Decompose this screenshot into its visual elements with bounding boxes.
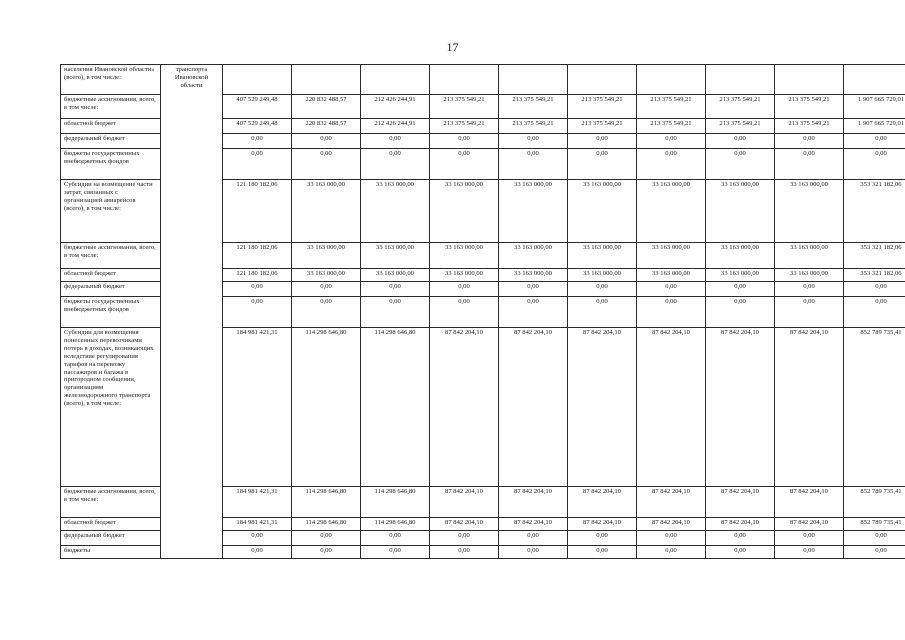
- value-cell: 0,00: [775, 531, 844, 546]
- value-cell: 87 842 204,10: [499, 328, 568, 487]
- value-cell: 33 163 000,00: [292, 269, 361, 282]
- value-cell: 213 375 549,21: [568, 119, 637, 134]
- value-cell: 353 321 182,06: [844, 269, 905, 282]
- row-label: бюджетные ассигнования, всего, в том числе:: [61, 243, 161, 269]
- value-cell: 213 375 549,21: [568, 95, 637, 119]
- row-label: населения Ивановской области» (всего), в том числе:: [61, 65, 161, 95]
- value-cell: 0,00: [637, 149, 706, 180]
- row-label: бюджетные ассигнования, всего, в том числе:: [61, 487, 161, 518]
- value-cell: 407 529 249,48: [223, 119, 292, 134]
- value-cell: 33 163 000,00: [637, 180, 706, 243]
- value-cell: 0,00: [223, 282, 292, 297]
- value-cell: 33 163 000,00: [568, 243, 637, 269]
- value-cell: 852 789 735,41: [844, 518, 905, 531]
- value-cell: 0,00: [430, 149, 499, 180]
- value-cell: 213 375 549,21: [430, 119, 499, 134]
- value-cell: 87 842 204,10: [637, 328, 706, 487]
- value-cell: 114 298 646,80: [361, 487, 430, 518]
- value-cell: 213 375 549,21: [706, 119, 775, 134]
- value-cell: 87 842 204,10: [568, 518, 637, 531]
- value-cell: 0,00: [844, 531, 905, 546]
- value-cell: 0,00: [706, 297, 775, 328]
- value-cell: 0,00: [499, 134, 568, 149]
- value-cell: 0,00: [223, 149, 292, 180]
- value-cell: 87 842 204,10: [637, 518, 706, 531]
- value-cell: 0,00: [706, 134, 775, 149]
- value-cell: 184 981 421,31: [223, 328, 292, 487]
- value-cell: 0,00: [844, 149, 905, 180]
- row-label: федеральный бюджет: [61, 134, 161, 149]
- row-label: областной бюджет: [61, 269, 161, 282]
- value-cell: 114 298 646,80: [292, 518, 361, 531]
- value-cell: 0,00: [361, 149, 430, 180]
- value-cell: 33 163 000,00: [430, 243, 499, 269]
- value-cell: 0,00: [430, 282, 499, 297]
- value-cell: 0,00: [568, 531, 637, 546]
- value-cell: 0,00: [706, 531, 775, 546]
- value-cell: 33 163 000,00: [361, 180, 430, 243]
- budget-table: [60, 64, 905, 559]
- value-cell: 0,00: [637, 134, 706, 149]
- value-cell: 0,00: [430, 546, 499, 559]
- value-cell: 33 163 000,00: [361, 269, 430, 282]
- value-cell: 33 163 000,00: [499, 243, 568, 269]
- value-cell: 0,00: [223, 546, 292, 559]
- value-cell: 220 832 488,57: [292, 119, 361, 134]
- value-cell: 220 832 488,57: [292, 95, 361, 119]
- value-cell: 121 180 182,06: [223, 269, 292, 282]
- value-cell: 87 842 204,10: [568, 328, 637, 487]
- value-cell: 0,00: [361, 134, 430, 149]
- value-cell: 33 163 000,00: [706, 269, 775, 282]
- value-cell: 33 163 000,00: [361, 243, 430, 269]
- value-cell: 0,00: [292, 531, 361, 546]
- row-label: федеральный бюджет: [61, 282, 161, 297]
- value-cell: 114 298 646,80: [292, 328, 361, 487]
- value-cell: [706, 65, 775, 95]
- value-cell: [844, 65, 905, 95]
- value-cell: 0,00: [568, 282, 637, 297]
- executor-cell: транспорта Ивановской области: [161, 65, 223, 559]
- value-cell: 33 163 000,00: [637, 243, 706, 269]
- row-label: бюджеты: [61, 546, 161, 559]
- value-cell: 87 842 204,10: [775, 328, 844, 487]
- value-cell: 0,00: [361, 282, 430, 297]
- value-cell: 852 789 735,41: [844, 487, 905, 518]
- value-cell: 114 298 646,80: [361, 328, 430, 487]
- value-cell: 33 163 000,00: [430, 180, 499, 243]
- value-cell: 0,00: [292, 297, 361, 328]
- value-cell: 1 907 665 729,01: [844, 119, 905, 134]
- value-cell: 0,00: [430, 297, 499, 328]
- value-cell: 114 298 646,80: [292, 487, 361, 518]
- value-cell: 184 981 421,31: [223, 487, 292, 518]
- row-label: бюджеты государственных внебюджетных фондов: [61, 149, 161, 180]
- value-cell: 213 375 549,21: [637, 119, 706, 134]
- value-cell: 33 163 000,00: [775, 180, 844, 243]
- value-cell: 0,00: [775, 282, 844, 297]
- value-cell: 0,00: [499, 546, 568, 559]
- value-cell: 213 375 549,21: [499, 95, 568, 119]
- value-cell: 87 842 204,10: [706, 518, 775, 531]
- value-cell: 121 180 182,06: [223, 243, 292, 269]
- value-cell: 33 163 000,00: [568, 180, 637, 243]
- value-cell: 353 321 182,06: [844, 243, 905, 269]
- value-cell: 33 163 000,00: [292, 180, 361, 243]
- value-cell: 87 842 204,10: [775, 518, 844, 531]
- value-cell: 33 163 000,00: [430, 269, 499, 282]
- row-label: бюджетные ассигнования, всего, в том числе:: [61, 95, 161, 119]
- value-cell: 0,00: [223, 297, 292, 328]
- value-cell: 0,00: [568, 546, 637, 559]
- row-label: федеральный бюджет: [61, 531, 161, 546]
- value-cell: 213 375 549,21: [706, 95, 775, 119]
- value-cell: 0,00: [568, 134, 637, 149]
- value-cell: 213 375 549,21: [499, 119, 568, 134]
- value-cell: 184 981 421,31: [223, 518, 292, 531]
- value-cell: [430, 65, 499, 95]
- value-cell: 0,00: [775, 546, 844, 559]
- value-cell: 0,00: [292, 134, 361, 149]
- value-cell: 0,00: [706, 149, 775, 180]
- value-cell: 353 321 182,06: [844, 180, 905, 243]
- value-cell: 33 163 000,00: [568, 269, 637, 282]
- value-cell: 0,00: [430, 531, 499, 546]
- value-cell: 0,00: [499, 531, 568, 546]
- value-cell: 0,00: [844, 297, 905, 328]
- value-cell: 1 907 665 729,01: [844, 95, 905, 119]
- value-cell: 407 529 249,48: [223, 95, 292, 119]
- value-cell: 0,00: [499, 149, 568, 180]
- value-cell: 0,00: [292, 546, 361, 559]
- value-cell: 0,00: [844, 546, 905, 559]
- value-cell: 114 298 646,80: [361, 518, 430, 531]
- row-label: бюджеты государственных внебюджетных фондов: [61, 297, 161, 328]
- row-label: областной бюджет: [61, 518, 161, 531]
- value-cell: 0,00: [637, 546, 706, 559]
- value-cell: 121 180 182,06: [223, 180, 292, 243]
- value-cell: 0,00: [637, 531, 706, 546]
- value-cell: 212 426 244,91: [361, 95, 430, 119]
- value-cell: 33 163 000,00: [292, 243, 361, 269]
- value-cell: 213 375 549,21: [637, 95, 706, 119]
- value-cell: 0,00: [775, 134, 844, 149]
- value-cell: 33 163 000,00: [775, 269, 844, 282]
- value-cell: 33 163 000,00: [706, 180, 775, 243]
- value-cell: 0,00: [223, 134, 292, 149]
- value-cell: [223, 65, 292, 95]
- value-cell: 0,00: [775, 297, 844, 328]
- value-cell: [775, 65, 844, 95]
- value-cell: 0,00: [637, 282, 706, 297]
- value-cell: 0,00: [499, 297, 568, 328]
- value-cell: 0,00: [706, 282, 775, 297]
- value-cell: 213 375 549,21: [775, 119, 844, 134]
- value-cell: 0,00: [292, 149, 361, 180]
- value-cell: 0,00: [706, 546, 775, 559]
- value-cell: 0,00: [361, 546, 430, 559]
- value-cell: [568, 65, 637, 95]
- value-cell: [292, 65, 361, 95]
- value-cell: 0,00: [499, 282, 568, 297]
- value-cell: 87 842 204,10: [775, 487, 844, 518]
- value-cell: 87 842 204,10: [430, 518, 499, 531]
- value-cell: 33 163 000,00: [499, 269, 568, 282]
- value-cell: 0,00: [844, 134, 905, 149]
- value-cell: [361, 65, 430, 95]
- value-cell: 33 163 000,00: [775, 243, 844, 269]
- value-cell: 213 375 549,21: [430, 95, 499, 119]
- value-cell: 87 842 204,10: [430, 328, 499, 487]
- value-cell: [637, 65, 706, 95]
- row-label: Субсидии на возмещение части затрат, связанных с организацией авиарейсов (всего), в том числе:: [61, 180, 161, 243]
- value-cell: 87 842 204,10: [430, 487, 499, 518]
- value-cell: 87 842 204,10: [499, 487, 568, 518]
- value-cell: 852 789 735,41: [844, 328, 905, 487]
- row-label: Субсидии для возмещения понесенных перевозчиками потерь в доходах, возникающих вследствие регулирования тарифов на перевозку пассажиров и багажа в пригородном сообщении, организациям железнодорожного транспорта (всего), в том числе:: [61, 328, 161, 487]
- row-label: областной бюджет: [61, 119, 161, 134]
- value-cell: 33 163 000,00: [706, 243, 775, 269]
- value-cell: 0,00: [430, 134, 499, 149]
- value-cell: 87 842 204,10: [637, 487, 706, 518]
- value-cell: 0,00: [361, 297, 430, 328]
- value-cell: 212 426 244,91: [361, 119, 430, 134]
- value-cell: 87 842 204,10: [568, 487, 637, 518]
- value-cell: 213 375 549,21: [775, 95, 844, 119]
- page-number: 17: [446, 40, 459, 54]
- value-cell: 0,00: [292, 282, 361, 297]
- value-cell: 87 842 204,10: [706, 328, 775, 487]
- value-cell: 33 163 000,00: [499, 180, 568, 243]
- table-row: [61, 65, 905, 95]
- value-cell: 0,00: [637, 297, 706, 328]
- value-cell: 0,00: [568, 297, 637, 328]
- value-cell: 87 842 204,10: [706, 487, 775, 518]
- value-cell: 0,00: [775, 149, 844, 180]
- value-cell: [499, 65, 568, 95]
- value-cell: 0,00: [361, 531, 430, 546]
- value-cell: 0,00: [844, 282, 905, 297]
- value-cell: 0,00: [568, 149, 637, 180]
- value-cell: 33 163 000,00: [637, 269, 706, 282]
- value-cell: 87 842 204,10: [499, 518, 568, 531]
- value-cell: 0,00: [223, 531, 292, 546]
